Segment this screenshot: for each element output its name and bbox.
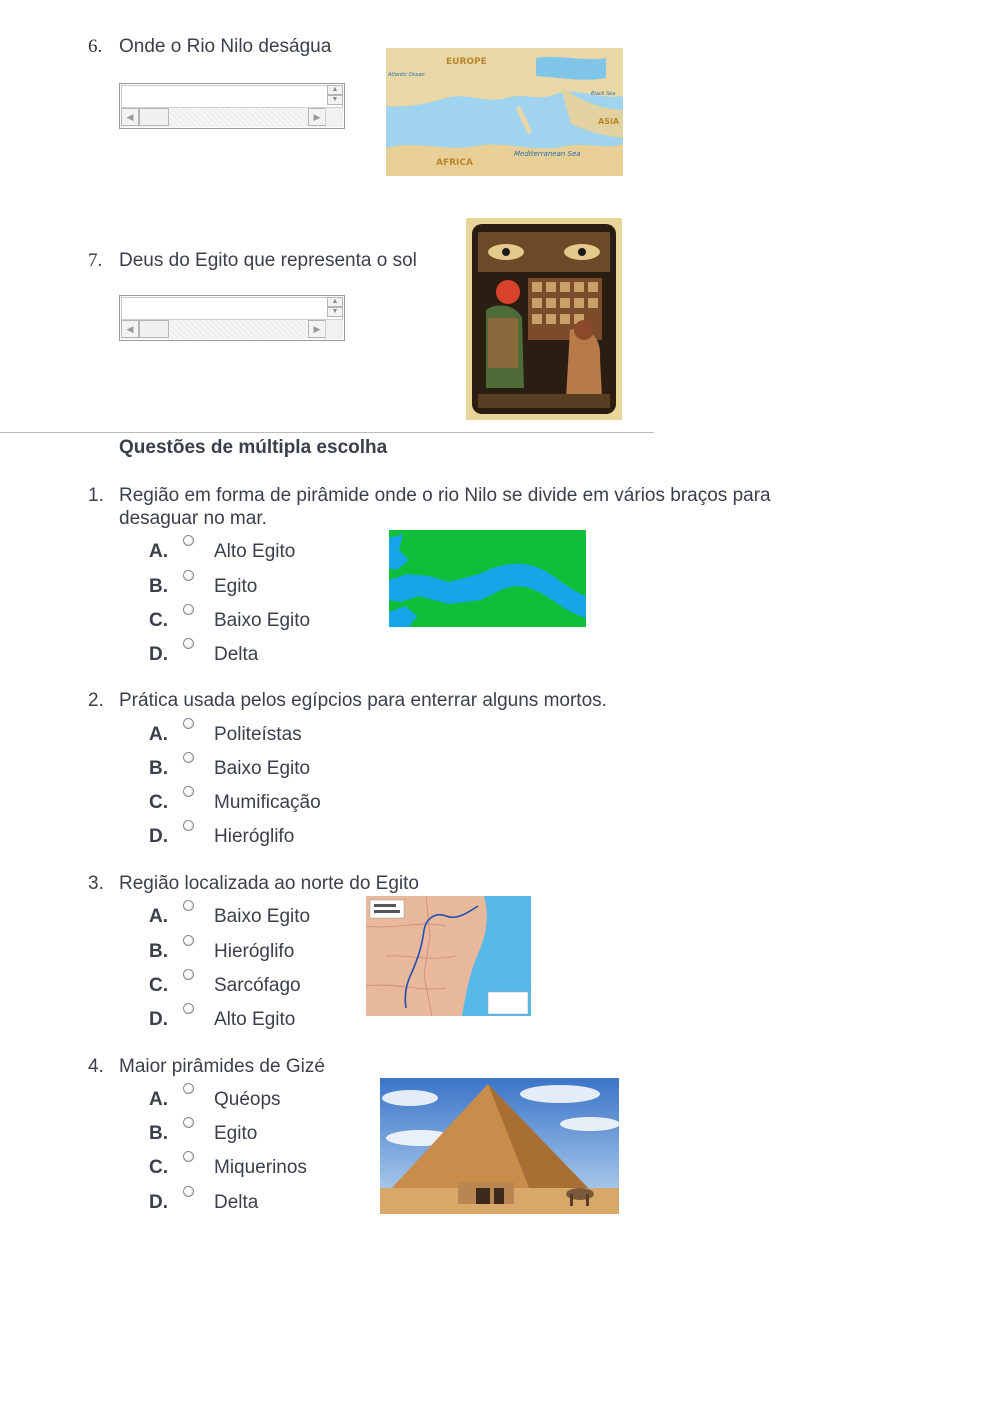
option-letter: A. xyxy=(149,906,168,927)
option-label: Alto Egito xyxy=(214,1009,296,1030)
scroll-right-icon[interactable]: ▶ xyxy=(308,108,326,126)
vertical-scrollbar[interactable] xyxy=(327,85,343,107)
option-radio[interactable] xyxy=(183,935,194,946)
option-letter: C. xyxy=(149,975,168,996)
option-letter: A. xyxy=(149,541,168,562)
option-label: Politeístas xyxy=(214,724,302,745)
option-letter: A. xyxy=(149,1089,168,1110)
scroll-down-icon[interactable]: ▼ xyxy=(327,307,343,317)
option-label: Baixo Egito xyxy=(214,758,311,779)
option-label: Hieróglifo xyxy=(214,826,295,847)
question-7-number: 7. xyxy=(88,250,103,271)
option-radio[interactable] xyxy=(183,786,194,797)
option-letter: B. xyxy=(149,576,168,597)
option-radio[interactable] xyxy=(183,1003,194,1014)
option-letter: C. xyxy=(149,610,168,631)
horizontal-scrollbar[interactable] xyxy=(121,319,326,339)
option-letter: C. xyxy=(149,1157,168,1178)
option-letter: C. xyxy=(149,792,168,813)
option-radio[interactable] xyxy=(183,900,194,911)
mc-question-1-text: Região em forma de pirâmide onde o rio Nilo se divide em vários braços para xyxy=(119,485,771,506)
answer-textarea-6[interactable] xyxy=(119,83,345,129)
option-radio[interactable] xyxy=(183,969,194,980)
map-label-med-sea: Mediterranean Sea xyxy=(514,150,581,158)
scroll-left-icon[interactable]: ◀ xyxy=(121,320,139,338)
pyramid-photo-image xyxy=(380,1078,619,1214)
option-radio[interactable] xyxy=(183,1083,194,1094)
scroll-right-icon[interactable]: ▶ xyxy=(308,320,326,338)
option-letter: D. xyxy=(149,644,168,665)
scroll-thumb[interactable] xyxy=(139,108,169,126)
option-letter: D. xyxy=(149,1192,168,1213)
river-basin-map-image xyxy=(366,896,531,1022)
option-radio[interactable] xyxy=(183,1117,194,1128)
option-radio[interactable] xyxy=(183,535,194,546)
option-letter: D. xyxy=(149,1009,168,1030)
option-label: Quéops xyxy=(214,1089,281,1110)
option-label: Miquerinos xyxy=(214,1157,307,1178)
section-title: Questões de múltipla escolha xyxy=(119,437,388,458)
option-label: Baixo Egito xyxy=(214,906,311,927)
scroll-up-icon[interactable]: ▲ xyxy=(327,85,343,95)
answer-textarea-7[interactable] xyxy=(119,295,345,341)
option-label: Delta xyxy=(214,1192,259,1213)
option-radio[interactable] xyxy=(183,752,194,763)
mc-question-1-text-cont: desaguar no mar. xyxy=(119,508,267,529)
mc-question-3-number: 3. xyxy=(88,873,104,894)
mc-question-2-text: Prática usada pelos egípcios para enterrar alguns mortos. xyxy=(119,690,607,711)
option-letter: B. xyxy=(149,758,168,779)
option-label: Hieróglifo xyxy=(214,941,295,962)
question-7-text: Deus do Egito que representa o sol xyxy=(119,250,417,271)
egyptian-sun-god-image xyxy=(466,218,622,420)
vertical-scrollbar[interactable] xyxy=(327,297,343,319)
map-label-europe: EUROPE xyxy=(446,57,487,67)
delta-illustration-image xyxy=(389,530,586,627)
option-letter: D. xyxy=(149,826,168,847)
option-label: Delta xyxy=(214,644,259,665)
option-radio[interactable] xyxy=(183,604,194,615)
mc-question-3-text: Região localizada ao norte do Egito xyxy=(119,873,419,894)
scroll-left-icon[interactable]: ◀ xyxy=(121,108,139,126)
option-label: Mumificação xyxy=(214,792,321,813)
option-label: Egito xyxy=(214,576,258,597)
scroll-thumb[interactable] xyxy=(139,320,169,338)
option-radio[interactable] xyxy=(183,638,194,649)
option-radio[interactable] xyxy=(183,820,194,831)
option-label: Egito xyxy=(214,1123,258,1144)
question-6-number: 6. xyxy=(88,36,103,57)
scroll-up-icon[interactable]: ▲ xyxy=(327,297,343,307)
option-radio[interactable] xyxy=(183,718,194,729)
option-radio[interactable] xyxy=(183,570,194,581)
mc-question-1-number: 1. xyxy=(88,485,104,506)
mediterranean-map-image xyxy=(386,48,623,176)
section-divider xyxy=(0,432,654,433)
option-label: Baixo Egito xyxy=(214,610,311,631)
map-label-asia: ASIA xyxy=(598,117,620,126)
map-label-africa: AFRICA xyxy=(436,158,473,168)
map-label-black-sea: Black Sea xyxy=(591,91,616,97)
scroll-down-icon[interactable]: ▼ xyxy=(327,95,343,105)
option-letter: B. xyxy=(149,941,168,962)
mc-question-2-number: 2. xyxy=(88,690,104,711)
mc-question-4-number: 4. xyxy=(88,1056,104,1077)
map-label-atlantic: Atlantic Ocean xyxy=(388,72,425,78)
question-6-text: Onde o Rio Nilo deságua xyxy=(119,36,332,57)
option-radio[interactable] xyxy=(183,1151,194,1162)
option-radio[interactable] xyxy=(183,1186,194,1197)
horizontal-scrollbar[interactable] xyxy=(121,107,326,127)
option-label: Alto Egito xyxy=(214,541,296,562)
mc-question-4-text: Maior pirâmides de Gizé xyxy=(119,1056,325,1077)
option-letter: A. xyxy=(149,724,168,745)
option-label: Sarcófago xyxy=(214,975,301,996)
option-letter: B. xyxy=(149,1123,168,1144)
